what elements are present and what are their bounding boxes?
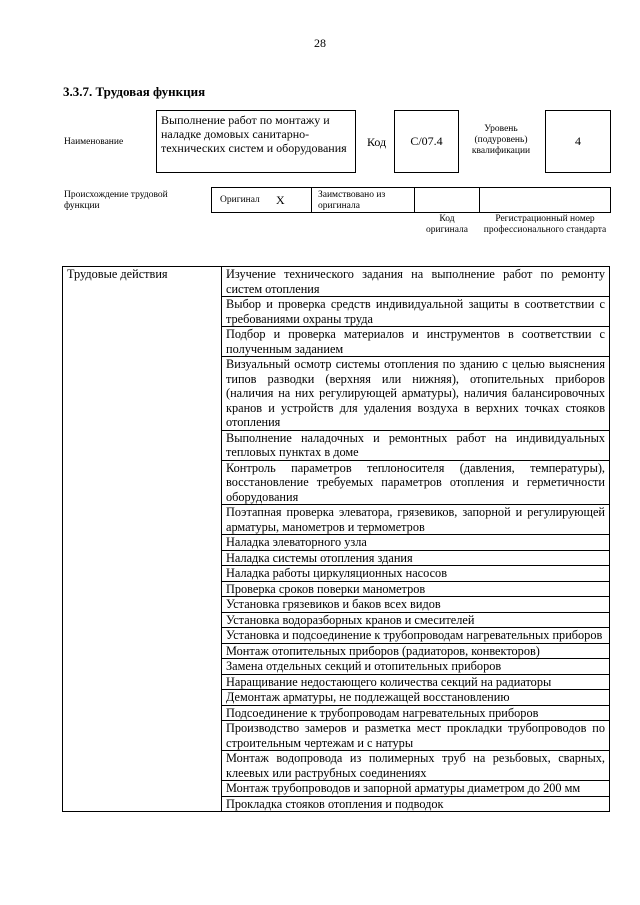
code-label: Код bbox=[367, 135, 387, 149]
actions-table bbox=[62, 266, 610, 812]
origin-label: Происхождение трудовой функции bbox=[64, 190, 168, 211]
action-item: Установка и подсоединение к трубопроводам нагревательных приборов bbox=[222, 628, 610, 644]
actions-label: Трудовые действия bbox=[63, 267, 222, 812]
action-item: Замена отдельных секций и отопительных приборов bbox=[222, 659, 610, 675]
original-code-caption: Код оригинала bbox=[426, 214, 468, 235]
action-item: Изучение технического задания на выполнение работ по ремонту систем отопления bbox=[222, 267, 610, 297]
reg-number-caption: Регистрационный номер профессионального стандарта bbox=[483, 214, 607, 235]
action-item: Визуальный осмотр системы отопления по зданию с целью выяснения типов разводки (верхняя или нижняя), отопительных приборов (наличия на них регулирующей арматуры), наличия балансировочных кранов и устройств для удаления воздуха в верхних точках стояков отопления bbox=[222, 357, 610, 431]
action-item: Поэтапная проверка элеватора, грязевиков, запорной и регулирующей арматуры, манометров и термометров bbox=[222, 505, 610, 535]
action-item: Наращивание недостающего количества секций на радиаторы bbox=[222, 674, 610, 690]
name-label: Наименование bbox=[64, 137, 124, 147]
original-cell bbox=[211, 187, 312, 213]
action-item: Установка грязевиков и баков всех видов bbox=[222, 597, 610, 613]
level-value-cell bbox=[545, 110, 611, 173]
name-value-cell bbox=[156, 110, 356, 173]
action-item: Подсоединение к трубопроводам нагревательных приборов bbox=[222, 705, 610, 721]
action-item: Выбор и проверка средств индивидуальной защиты в соответствии с требованиями охраны труда bbox=[222, 297, 610, 327]
section-title: 3.3.7. Трудовая функция bbox=[63, 84, 206, 99]
level-label: Уровень (подуровень) квалификации bbox=[471, 124, 531, 156]
action-item: Проверка сроков поверки манометров bbox=[222, 581, 610, 597]
action-item: Монтаж отопительных приборов (радиаторов, конвекторов) bbox=[222, 643, 610, 659]
action-item: Монтаж водопровода из полимерных труб на резьбовых, сварных, клеевых или раструбных соединениях bbox=[222, 751, 610, 781]
original-mark: X bbox=[276, 193, 285, 207]
borrowed-label: Заимствовано из оригинала bbox=[318, 190, 386, 211]
level-value: 4 bbox=[575, 134, 581, 148]
name-value: Выполнение работ по монтажу и наладке домовых санитарно-технических систем и оборудования bbox=[161, 113, 347, 155]
action-item: Наладка элеваторного узла bbox=[222, 535, 610, 551]
original-code-cell bbox=[414, 187, 480, 213]
action-item: Монтаж трубопроводов и запорной арматуры диаметром до 200 мм bbox=[222, 781, 610, 797]
original-label: Оригинал bbox=[220, 195, 260, 205]
action-item: Подбор и проверка материалов и инструментов в соответствии с полученным заданием bbox=[222, 327, 610, 357]
action-item: Установка водоразборных кранов и смесителей bbox=[222, 612, 610, 628]
action-item: Контроль параметров теплоносителя (давления, температуры), восстановление требуемых параметров отопления и герметичности оборудования bbox=[222, 460, 610, 505]
action-item: Выполнение наладочных и ремонтных работ на индивидуальных тепловых пунктах в доме bbox=[222, 430, 610, 460]
code-value: С/07.4 bbox=[410, 134, 443, 148]
action-item: Демонтаж арматуры, не подлежащей восстановлению bbox=[222, 690, 610, 706]
action-item: Прокладка стояков отопления и подводок bbox=[222, 796, 610, 812]
action-item: Наладка работы циркуляционных насосов bbox=[222, 566, 610, 582]
code-value-cell bbox=[394, 110, 459, 173]
action-item: Производство замеров и разметка мест прокладки трубопроводов по строительным чертежам и с натуры bbox=[222, 721, 610, 751]
reg-number-cell bbox=[479, 187, 611, 213]
table-row bbox=[63, 267, 610, 297]
borrowed-cell bbox=[311, 187, 415, 213]
action-item: Наладка системы отопления здания bbox=[222, 550, 610, 566]
page-number: 28 bbox=[314, 36, 326, 50]
